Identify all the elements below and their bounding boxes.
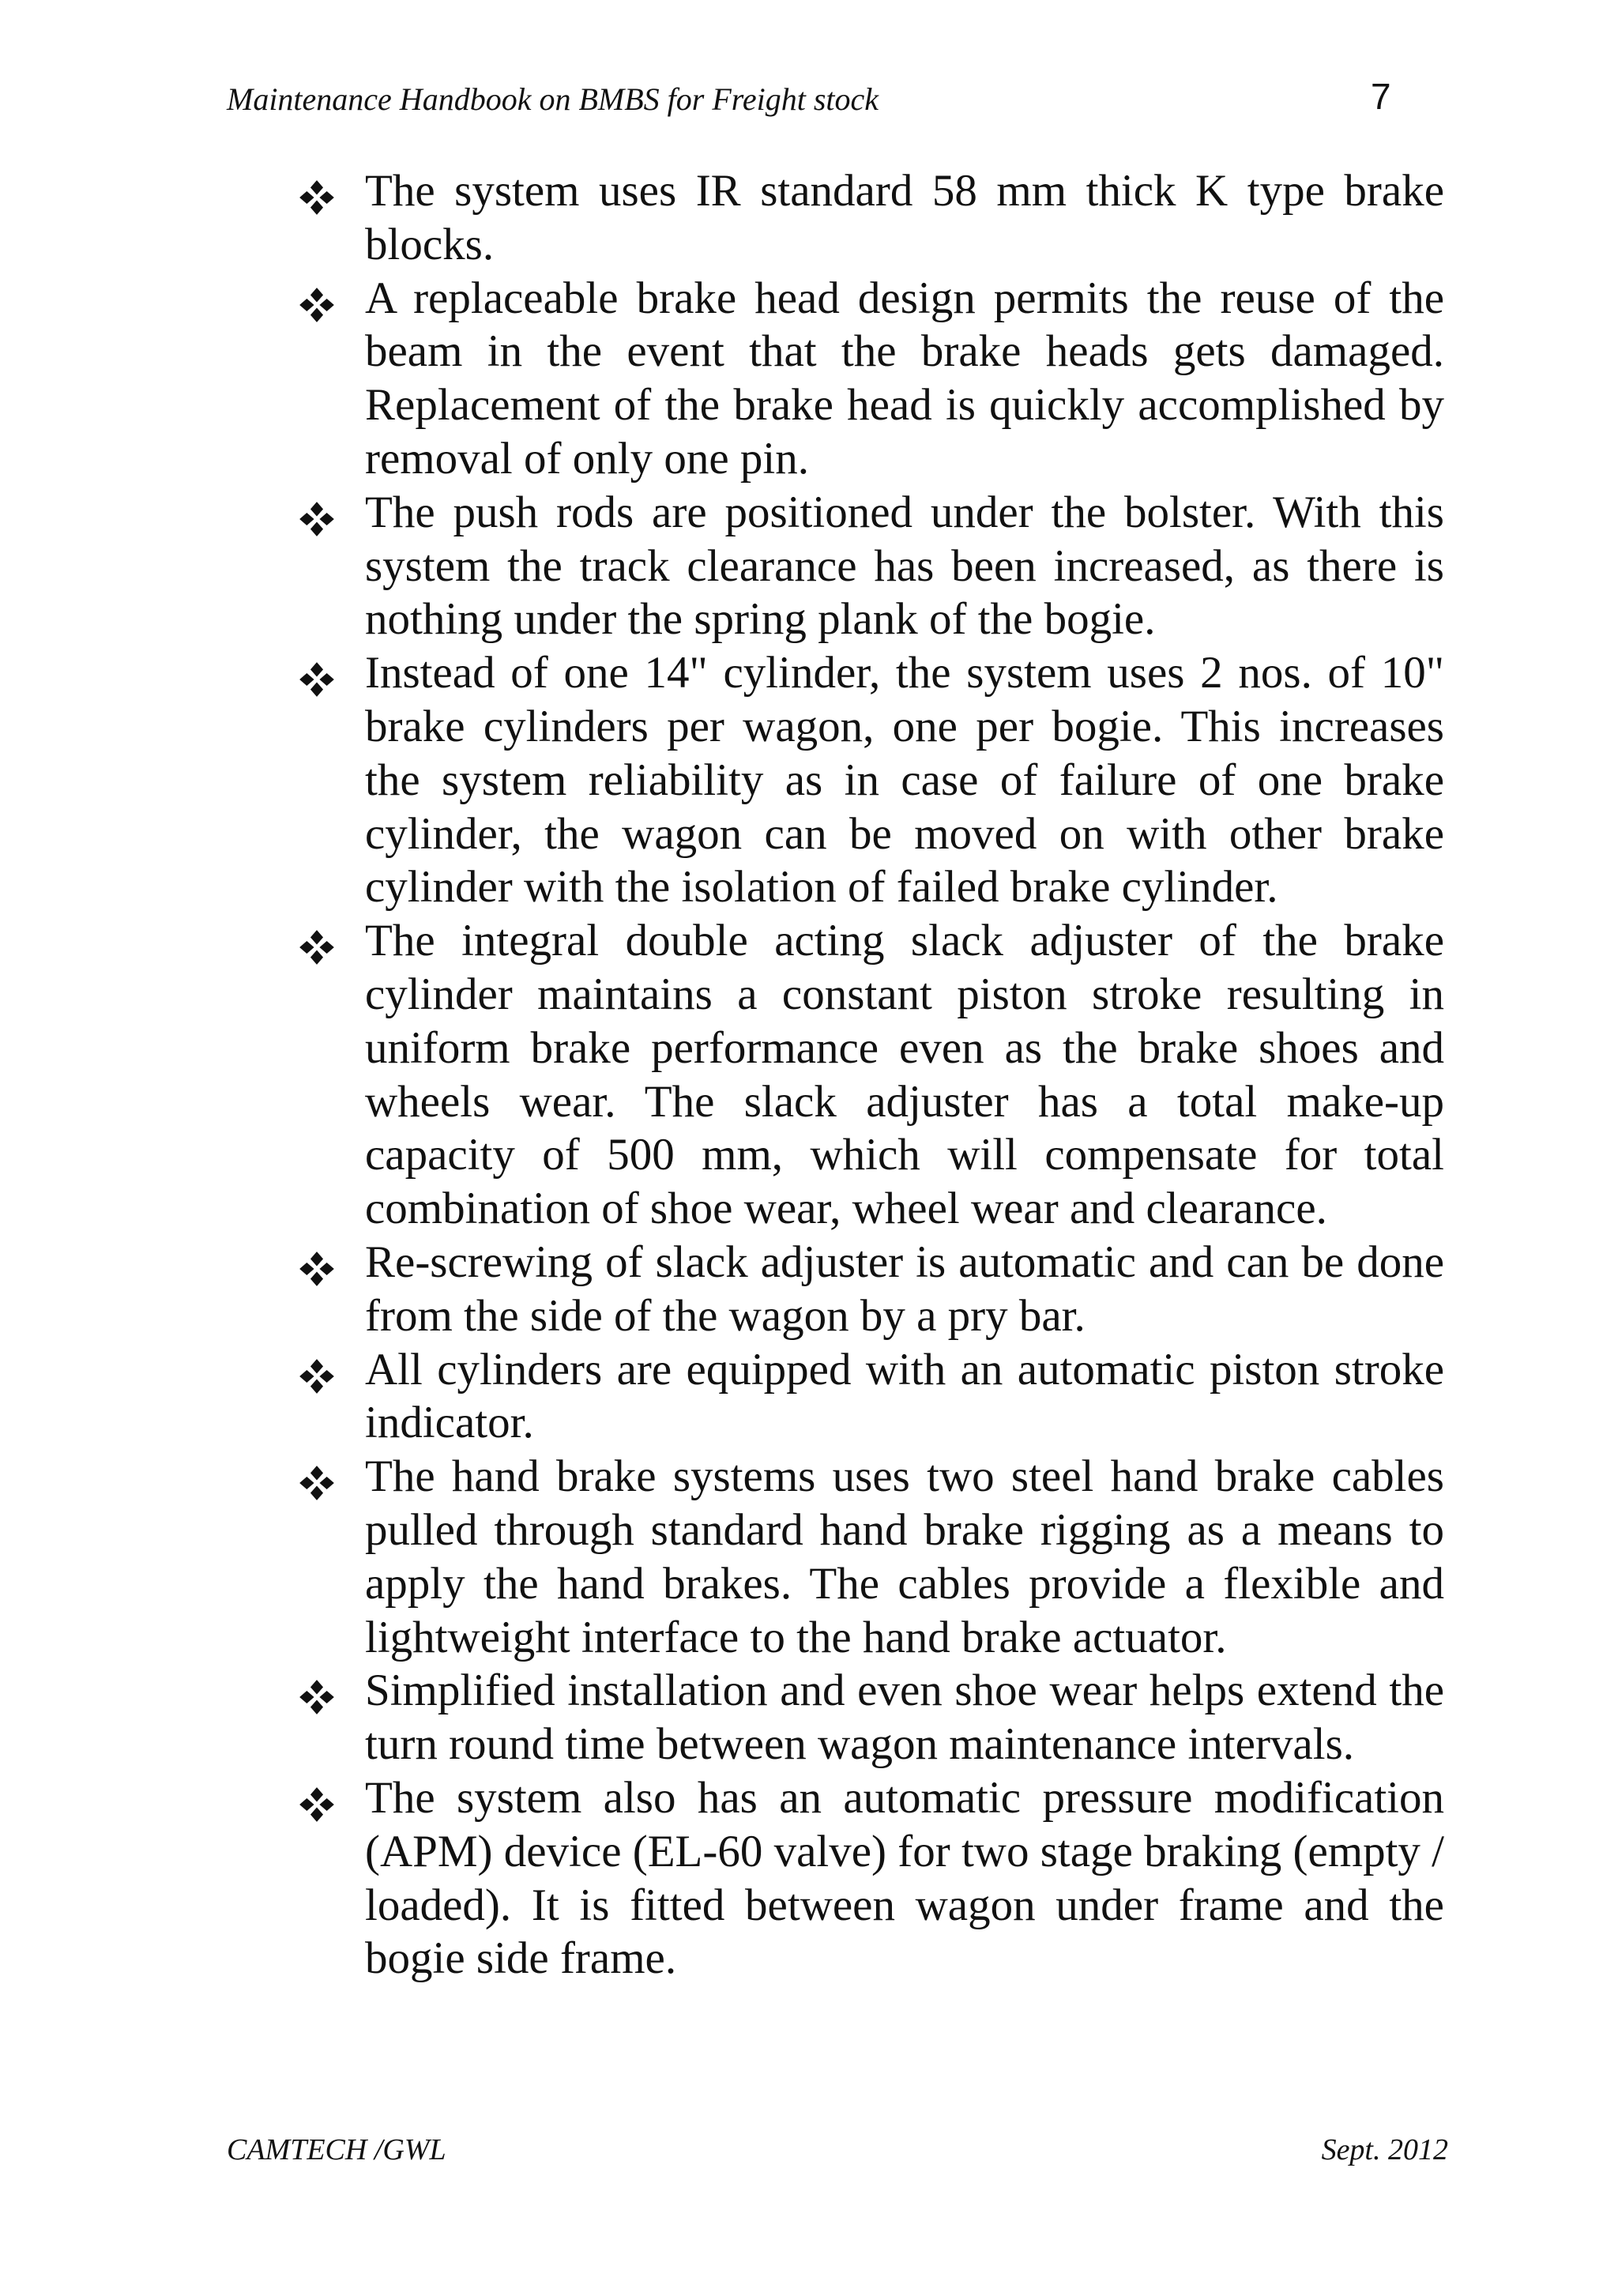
list-item: [299, 272, 1444, 486]
bullet-text: Simplified installation and even shoe wear helps extend the turn round time between wagon maintenance intervals.: [365, 1666, 1444, 1770]
bullet-text: The integral double acting slack adjuster of the brake cylinder maintains a constant piston stroke resulting in uniform brake performance even as the brake shoes and wheels wear. The slack adjuster has a total make-up capacity of 500 mm, which will compensate for total combination of shoe wear, wheel wear and clearance.: [365, 916, 1444, 1234]
bullet-text: Instead of one 14" cylinder, the system uses 2 nos. of 10" brake cylinders per wagon, one per bogie. This increases the system reliability as in case of failure of one brake cylinder, the wagon can be moved on with other brake cylinder with the isolation of failed brake cylinder.: [365, 648, 1444, 913]
four-diamond-bullet-icon: [299, 287, 335, 323]
four-diamond-bullet-icon: [299, 1358, 335, 1395]
bullet-text: Re-screwing of slack adjuster is automatic and can be done from the side of the wagon by a pry bar.: [365, 1236, 1444, 1341]
list-item: [299, 164, 1444, 272]
bullet-text: The push rods are positioned under the bolster. With this system the track clearance has been increased, as there is nothing under the spring plank of the bogie.: [365, 487, 1444, 645]
four-diamond-bullet-icon: [299, 501, 335, 537]
header-title: Maintenance Handbook on BMBS for Freight stock: [227, 81, 879, 117]
page-header: [227, 76, 1396, 123]
bullet-text: The hand brake systems uses two steel hand brake cables pulled through standard hand brake rigging as a means to apply the hand brakes. The cables provide a flexible and lightweight interface to the hand brake actuator.: [365, 1451, 1444, 1662]
list-item: [299, 1236, 1444, 1343]
four-diamond-bullet-icon: [299, 1251, 335, 1287]
four-diamond-bullet-icon: [299, 1465, 335, 1501]
list-item: [299, 486, 1444, 646]
four-diamond-bullet-icon: [299, 179, 335, 216]
list-item: [299, 1664, 1444, 1771]
list-item: [299, 646, 1444, 914]
footer-date: Sept. 2012: [1321, 2133, 1448, 2166]
list-item: [299, 1343, 1444, 1451]
bullet-text: All cylinders are equipped with an automatic piston stroke indicator.: [365, 1344, 1444, 1448]
list-item: [299, 1450, 1444, 1664]
list-item: [299, 914, 1444, 1236]
bullet-text: The system also has an automatic pressure modification (APM) device (EL-60 valve) for two stage braking (empty / loaded). It is fitted between wagon under frame and the bogie side frame.: [365, 1772, 1444, 1984]
four-diamond-bullet-icon: [299, 929, 335, 965]
bullet-text: The system uses IR standard 58 mm thick K type brake blocks.: [365, 166, 1444, 269]
footer-organization: CAMTECH /GWL: [227, 2133, 446, 2166]
bullet-text: A replaceable brake head design permits the reuse of the beam in the event that the brake heads gets damaged. Replacement of the brake head is quickly accomplished by removal of only one pin.: [365, 273, 1444, 484]
page-number: 7: [1371, 76, 1391, 117]
page-footer: [227, 2130, 1448, 2170]
four-diamond-bullet-icon: [299, 1786, 335, 1823]
four-diamond-bullet-icon: [299, 661, 335, 698]
four-diamond-bullet-icon: [299, 1679, 335, 1715]
list-item: [299, 1771, 1444, 1985]
bullet-list: [299, 164, 1444, 1985]
